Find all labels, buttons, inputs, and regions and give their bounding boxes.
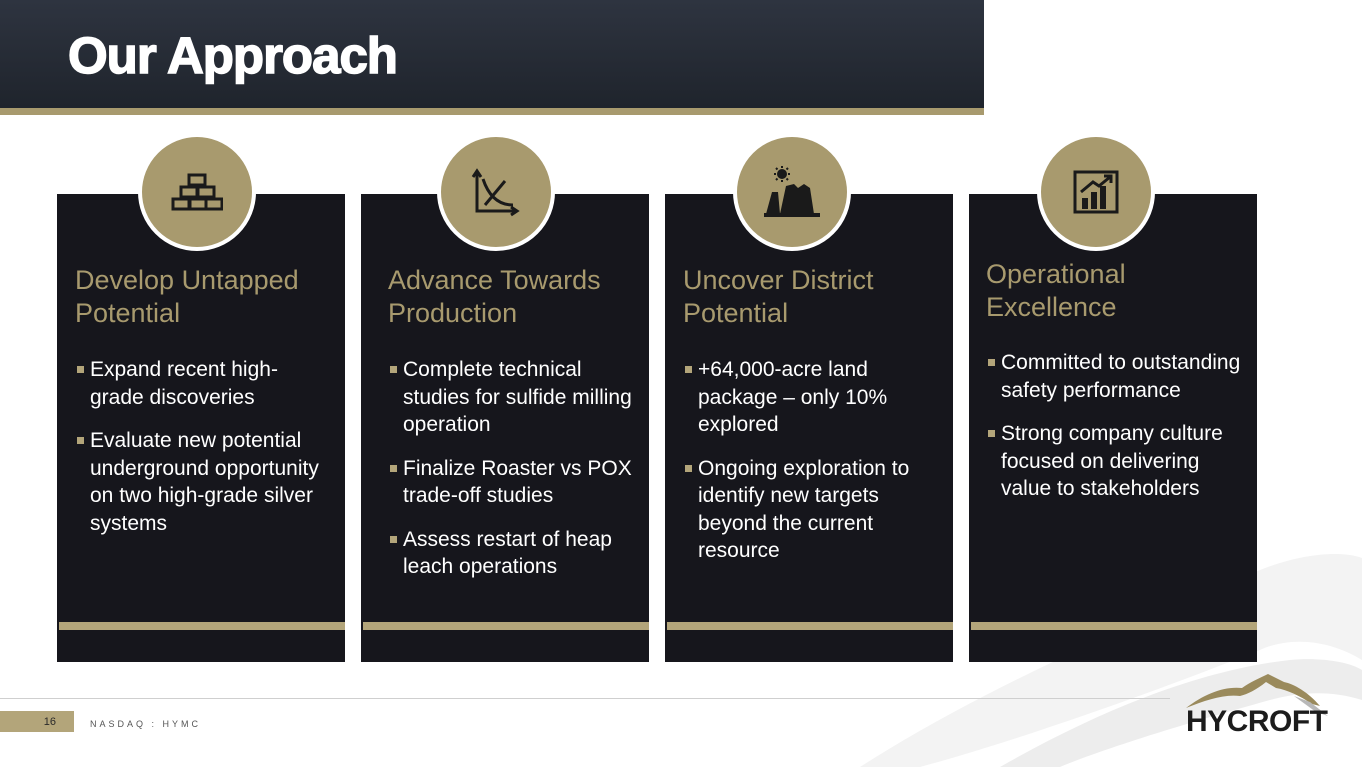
growth-chart-icon-badge — [1037, 133, 1155, 251]
card-bullet-list — [986, 349, 1243, 519]
card-heading: Develop Untapped Potential — [75, 265, 299, 328]
title-underline — [0, 108, 984, 115]
growth-chart-icon — [1073, 170, 1119, 214]
square-bullet-icon — [77, 366, 84, 373]
gold-bars-icon-badge — [138, 133, 256, 251]
square-bullet-icon — [685, 366, 692, 373]
declining-chart-icon-badge — [437, 133, 555, 251]
bullet-item: Ongoing exploration to identify new targets beyond the current resource — [683, 455, 939, 565]
square-bullet-icon — [390, 366, 397, 373]
bullet-item: Committed to outstanding safety performance — [986, 349, 1243, 404]
page-number: 16 — [0, 711, 74, 732]
card-accent-bar — [363, 622, 649, 630]
mountains-sun-icon-badge — [733, 133, 851, 251]
nasdaq-ticker: NASDAQ : HYMC — [90, 719, 202, 729]
declining-chart-icon — [471, 167, 521, 217]
bullet-item: Finalize Roaster vs POX trade-off studies — [388, 455, 635, 510]
card-advance-towards-production — [361, 194, 649, 662]
card-develop-untapped-potential — [57, 194, 345, 662]
footer-divider — [0, 698, 1170, 699]
card-bullet-list — [388, 356, 635, 597]
square-bullet-icon — [988, 359, 995, 366]
mountains-sun-icon — [764, 166, 820, 218]
bullet-item: +64,000-acre land package – only 10% explored — [683, 356, 939, 439]
bullet-item: Evaluate new potential underground opportunity on two high-grade silver systems — [75, 427, 331, 537]
logo-wordmark: HYCROFT — [1186, 705, 1328, 738]
bullet-item: Expand recent high-grade discoveries — [75, 356, 331, 411]
square-bullet-icon — [390, 536, 397, 543]
card-bullet-list — [683, 356, 939, 581]
bullet-item: Strong company culture focused on delivering value to stakeholders — [986, 420, 1243, 503]
card-heading: Operational Excellence — [986, 259, 1126, 322]
square-bullet-icon — [988, 430, 995, 437]
card-heading: Advance Towards Production — [388, 265, 601, 328]
square-bullet-icon — [685, 465, 692, 472]
card-bullet-list — [75, 356, 331, 553]
bullet-item: Complete technical studies for sulfide milling operation — [388, 356, 635, 439]
card-accent-bar — [667, 622, 953, 630]
card-uncover-district-potential — [665, 194, 953, 662]
bullet-item: Assess restart of heap leach operations — [388, 526, 635, 581]
square-bullet-icon — [77, 437, 84, 444]
square-bullet-icon — [390, 465, 397, 472]
card-heading: Uncover District Potential — [683, 265, 874, 328]
card-accent-bar — [59, 622, 345, 630]
card-operational-excellence — [969, 194, 1257, 662]
gold-bars-icon — [171, 172, 223, 212]
slide-title: Our Approach — [68, 27, 397, 84]
card-accent-bar — [971, 622, 1257, 630]
